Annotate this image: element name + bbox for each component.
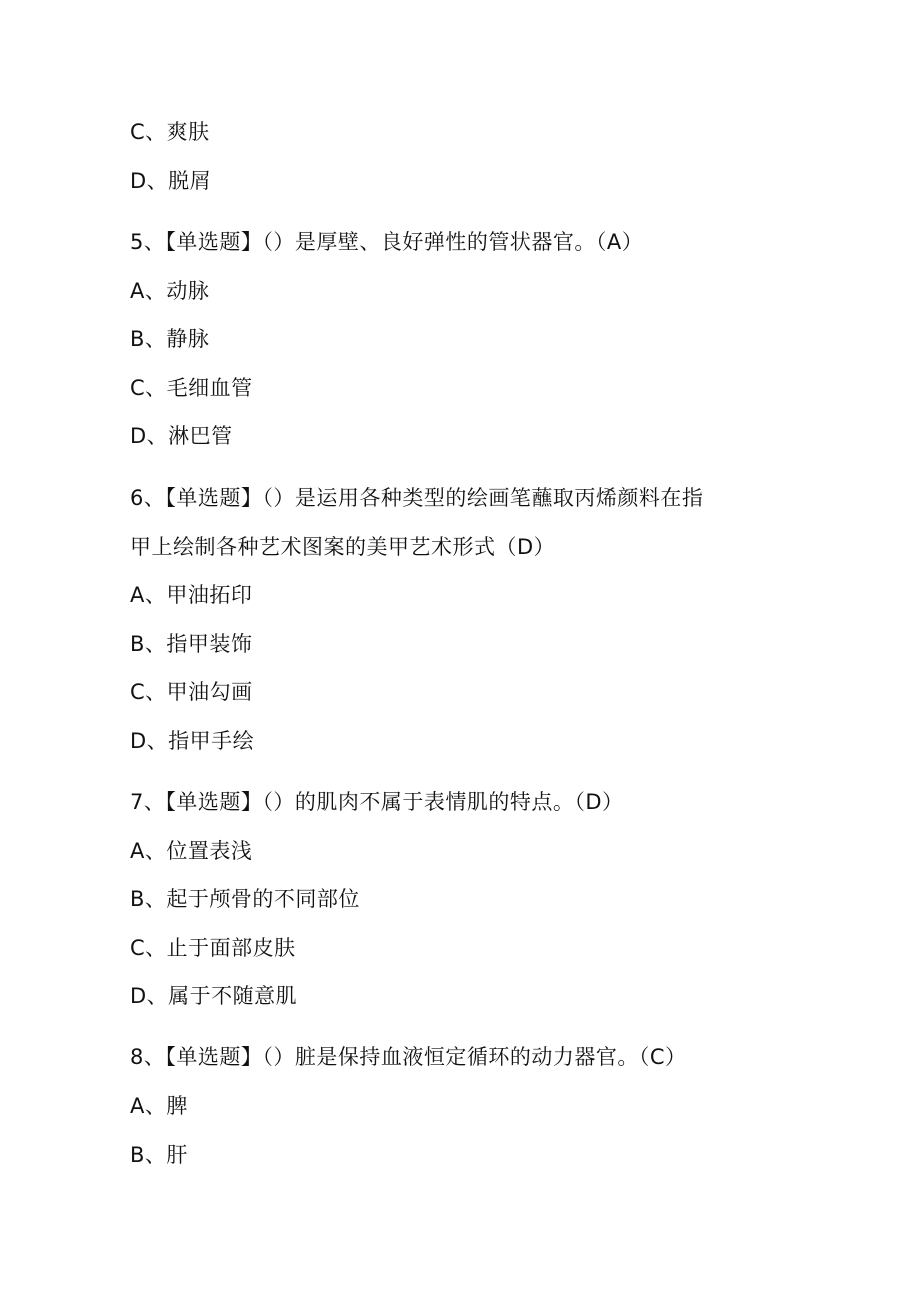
q5-option-d: D、淋巴管 (130, 424, 233, 448)
q8-question: 8、【单选题】（）脏是保持血液恒定循环的动力器官。（C） (130, 1045, 687, 1069)
q6-option-b: B、指甲装饰 (130, 632, 253, 656)
q6-option-d: D、指甲手绘 (130, 729, 255, 753)
q6-question-line-2: 甲上绘制各种艺术图案的美甲艺术形式（D） (130, 535, 556, 559)
q5-option-c: C、毛细血管 (130, 376, 253, 400)
q5-option-a: A、动脉 (130, 279, 210, 303)
q5-question: 5、【单选题】（）是厚壁、良好弹性的管状器官。（A） (130, 230, 644, 254)
q8-option-b: B、肝 (130, 1143, 188, 1167)
q6-option-a: A、甲油拓印 (130, 583, 253, 607)
q7-option-b: B、起于颅骨的不同部位 (130, 887, 360, 911)
q7-option-a: A、位置表浅 (130, 839, 253, 863)
q8-option-a: A、脾 (130, 1094, 188, 1118)
q4-option-c: C、爽肤 (130, 120, 210, 144)
q6-option-c: C、甲油勾画 (130, 680, 253, 704)
q7-question: 7、【单选题】（）的肌肉不属于表情肌的特点。（D） (130, 790, 624, 814)
q6-question-line-1: 6、【单选题】（）是运用各种类型的绘画笔蘸取丙烯颜料在指 (130, 486, 704, 510)
q5-option-b: B、静脉 (130, 327, 210, 351)
q7-option-c: C、止于面部皮肤 (130, 936, 296, 960)
q4-option-d: D、脱屑 (130, 169, 212, 193)
q7-option-d: D、属于不随意肌 (130, 984, 298, 1008)
